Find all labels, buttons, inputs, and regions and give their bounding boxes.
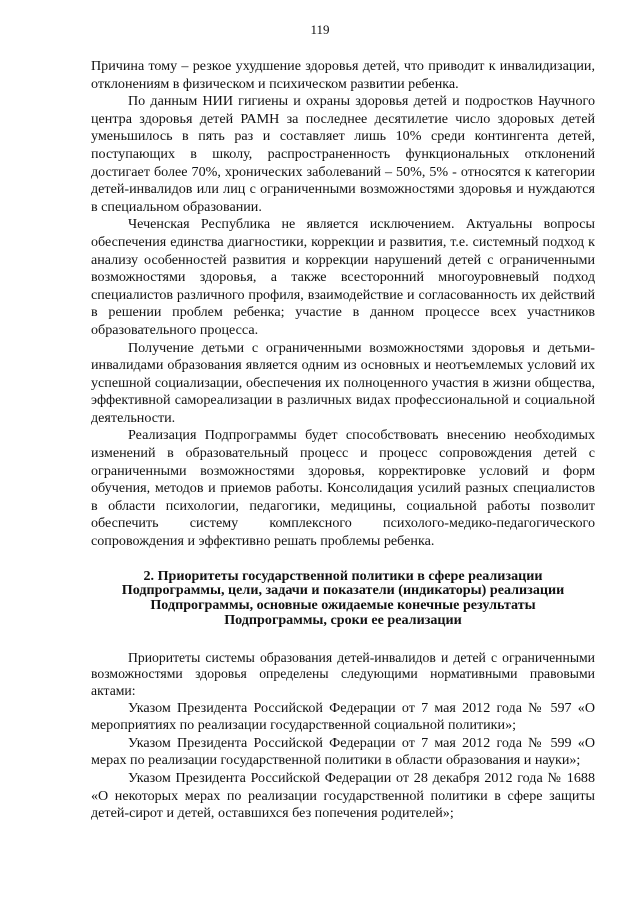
paragraph-decree-1688: Указом Президента Российской Федерации от 28 декабря 2012 года № 1688 «О некоторых мерах по реализации государственной политики в сфере защиты детей-сирот и детей, оставшихся без попечения родителей»; — [91, 769, 595, 822]
section-heading-line: 2. Приоритеты государственной политики в сфере реализации — [143, 567, 543, 584]
paragraph-education-access: Получение детьми с ограниченными возможностями здоровья и детьми-инвалидами образования является одним из основных и неотъемлемых условий их успешной социализации, обеспечения их полноценного участия в жизни общества, эффективной самореализации в различных видах профессиональной и социальной деятельности. — [91, 339, 595, 426]
paragraph-chechen-republic: Чеченская Республика не является исключением. Актуальны вопросы обеспечения единства диагностики, коррекции и развития, т.е. системный подход к анализу особенностей развития и коррекции нарушений детей с ограниченными возможностями здоровья, а также всесторонний многоуровневый подход специалистов различного профиля, взаимодействие и согласованность их действий в решении проблем ребенка; участие в данном процессе всех участников образовательного процесса. — [91, 216, 595, 338]
section-heading — [91, 569, 595, 628]
paragraph-decree-599: Указом Президента Российской Федерации от 7 мая 2012 года № 599 «О мерах по реализации государственной политики в области образования и науки»; — [91, 734, 595, 769]
section-heading-line: Подпрограммы, сроки ее реализации — [224, 612, 462, 629]
paragraph-decree-597: Указом Президента Российской Федерации от 7 мая 2012 года № 597 «О мероприятиях по реализации государственной социальной политики»; — [91, 699, 595, 734]
paragraph-priorities: Приоритеты системы образования детей-инвалидов и детей с ограниченными возможностями здоровья определены следующими нормативными правовыми актами: — [91, 649, 595, 698]
paragraph-health-decline: Причина тому – резкое ухудшение здоровья детей, что приводит к инвалидизации, отклонениям в физическом и психическом развитии ребенка. — [91, 58, 595, 92]
paragraph-niі-statistics: По данным НИИ гигиены и охраны здоровья детей и подростков Научного центра здоровья детей РАМН за последнее десятилетие число здоровых детей уменьшилось в пять раз и составляет лишь 10% среди контингента детей, поступающих в школу, распространенность функциональных отклонений достигает более 70%, хронических заболеваний – 50%, 5% - относятся к категории детей-инвалидов или лиц с ограниченными возможностями здоровья и нуждаются в специальном образовании. — [91, 93, 595, 215]
section-spacer — [91, 628, 595, 650]
section-heading-line: Подпрограммы, цели, задачи и показатели (индикаторы) реализации — [121, 582, 565, 599]
section-heading-line: Подпрограммы, основные ожидаемые конечные результаты — [150, 597, 536, 614]
document-body — [91, 58, 595, 823]
page-number: 119 — [310, 22, 330, 37]
paragraph-subprogram-implementation: Реализация Подпрограммы будет способствовать внесению необходимых изменений в образовательный процесс и процесс сопровождения детей с ограниченными возможностями здоровья, корректировке условий и форм обучения, методов и приемов работы. Консолидация усилий разных специалистов в области психологии, педагогики, медицины, социальной работы позволит обеспечить систему комплексного психолого-медико-педагогического сопровождения и эффективно решать проблемы ребенка. — [91, 427, 595, 550]
